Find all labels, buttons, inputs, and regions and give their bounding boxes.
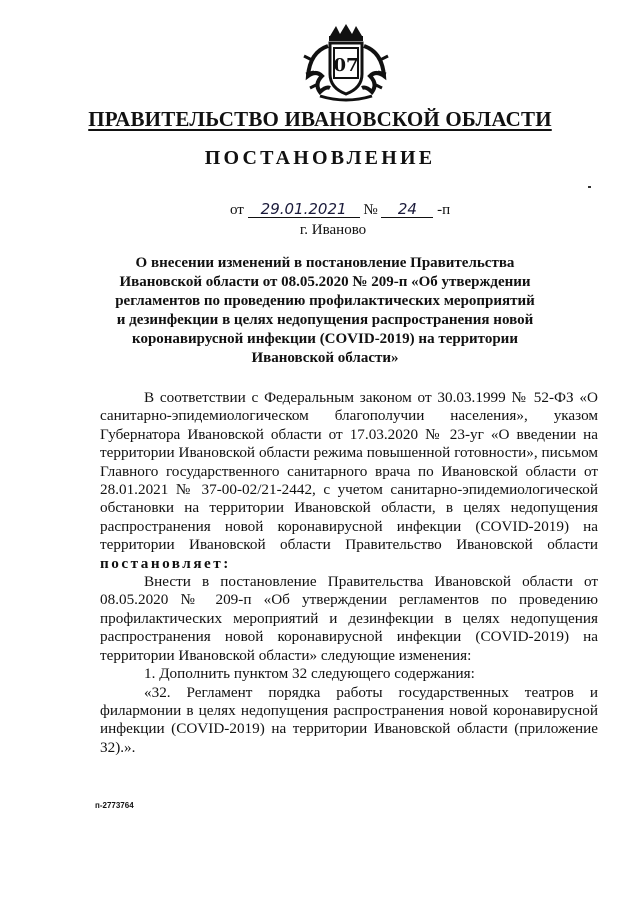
- number-label: №: [363, 202, 378, 218]
- date-prefix: от: [230, 202, 244, 218]
- decree-word: постановляет:: [100, 554, 231, 572]
- number-suffix: -п: [437, 202, 451, 218]
- paragraph-item-32: «32. Регламент порядка работы государственных театров и филармонии в целях недопущения распространения новой коронавирусной инфекции (COVID-2019) на территории Ивановской области (приложение 32).».: [100, 683, 598, 756]
- coat-of-arms-icon: [300, 22, 392, 104]
- scan-speck: [588, 186, 591, 188]
- document-subject: О внесении изменений в постановление Правительства Ивановской области от 08.05.2020 № 209-п «Об утверждении регламентов по проведению профилактических мероприятий и дезинфекции в целях недопущения распространения новой коронавирусной инфекции (COVID-2019) на территории Ивановской области»: [115, 255, 535, 366]
- document-body: [100, 389, 598, 757]
- number-value: 24: [381, 201, 433, 218]
- preamble-text: В соответствии с Федеральным законом от 30.03.1999 № 52-ФЗ «О санитарно-эпидемиологическом благополучии населения», указом Губернатора Ивановской области от 17.03.2020 № 23-уг «О введении на территории Ивановской области режима повышенной готовности», письмом Главного государственного санитарного врача по Ивановской области от 28.01.2021 № 37-00-02/21-2442, с учетом санитарно-эпидемиологической обстановки на территории Ивановской области, в целях недопущения распространения новой коронавирусной инфекции (COVID-2019) на территории Ивановской области Правительство Ивановской области: [100, 389, 598, 554]
- footer-code: п-2773764: [95, 801, 134, 810]
- city: г. Иваново: [299, 222, 367, 238]
- document-type: ПОСТАНОВЛЕНИЕ: [204, 147, 436, 169]
- government-title: ПРАВИТЕЛЬСТВО ИВАНОВСКОЙ ОБЛАСТИ: [88, 107, 552, 131]
- date-value: 29.01.2021: [248, 201, 360, 218]
- date-number-line: [230, 201, 450, 219]
- emblem-text: 07: [333, 55, 359, 76]
- paragraph-item-1: 1. Дополнить пунктом 32 следующего содержания:: [144, 665, 475, 683]
- paragraph-amend: Внести в постановление Правительства Ивановской области от 08.05.2020 № 209-п «Об утверждении регламентов по проведению профилактических мероприятий и дезинфекции в целях недопущения распространения новой коронавирусной инфекции (COVID-2019) на территории Ивановской области» следующие изменения:: [100, 573, 598, 664]
- paragraph-preamble: [100, 389, 598, 573]
